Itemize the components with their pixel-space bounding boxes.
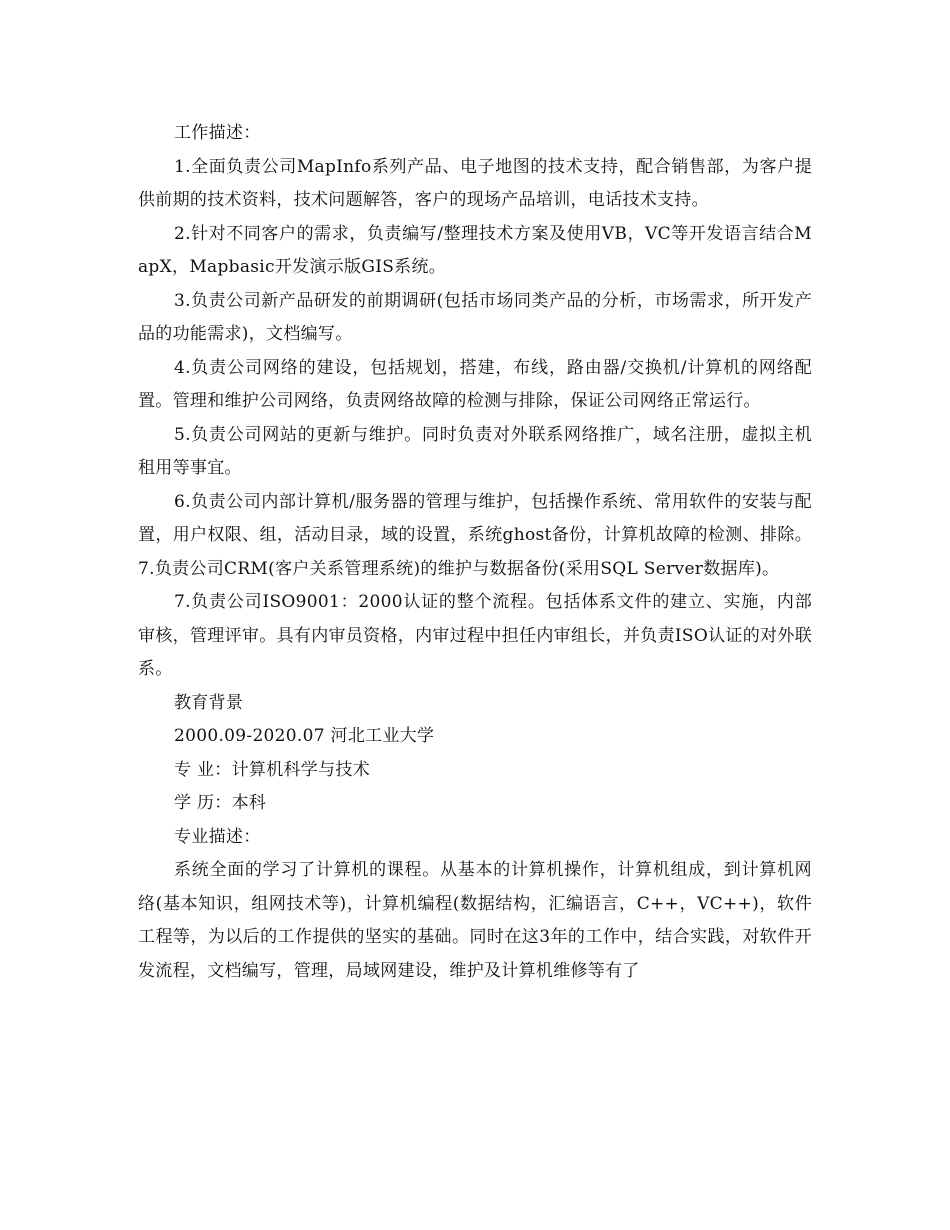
- education-degree: 学 历：本科: [174, 793, 267, 813]
- work-item-3: 3.负责公司新产品研发的前期调研(包括市场同类产品的分析，市场需求，所开发产品的功能需求)，文档编写。: [138, 290, 812, 344]
- work-item-6: 6.负责公司内部计算机/服务器的管理与维护，包括操作系统、常用软件的安装与配置，用户权限、组，活动目录，域的设置，系统ghost备份，计算机故障的检测、排除。 7.负责公司CRM(客户关系管理系统)的维护与数据备份(采用SQL Server数据库)。: [138, 491, 812, 579]
- education-major: 专 业：计算机科学与技术: [174, 759, 371, 780]
- section-heading-major-description: 专业描述：: [174, 826, 261, 847]
- work-item-1: 1.全面负责公司MapInfo系列产品、电子地图的技术支持，配合销售部，为客户提供前期的技术资料，技术问题解答，客户的现场产品培训，电话技术支持。: [138, 156, 812, 210]
- education-period-school: 2000.09-2020.07 河北工业大学: [174, 726, 435, 746]
- section-heading-work-description: 工作描述：: [174, 123, 261, 143]
- work-item-7: 7.负责公司ISO9001：2000认证的整个流程。包括体系文件的建立、实施，内部审核，管理评审。具有内审员资格，内审过程中担任内审组长，并负责ISO认证的对外联系。: [138, 592, 812, 679]
- work-item-2: 2.针对不同客户的需求，负责编写/整理技术方案及使用VB，VC等开发语言结合MapX，Mapbasic开发演示版GIS系统。: [138, 223, 812, 277]
- work-item-5: 5.负责公司网站的更新与维护。同时负责对外联系网络推广，域名注册，虚拟主机租用等事宜。: [138, 424, 812, 478]
- work-item-4: 4.负责公司网络的建设，包括规划，搭建，布线，路由器/交换机/计算机的网络配置。管理和维护公司网络，负责网络故障的检测与排除，保证公司网络正常运行。: [138, 357, 812, 411]
- section-heading-education: 教育背景: [174, 692, 244, 713]
- major-description-text: 系统全面的学习了计算机的课程。从基本的计算机操作，计算机组成，到计算机网络(基本知识，组网技术等)，计算机编程(数据结构，汇编语言，C++，VC++)，软件工程等，为以后的工作提供的坚实的基础。同时在这3年的工作中，结合实践，对软件开发流程，文档编写，管理，局域网建设，维护及计算机维修等有了: [138, 860, 812, 981]
